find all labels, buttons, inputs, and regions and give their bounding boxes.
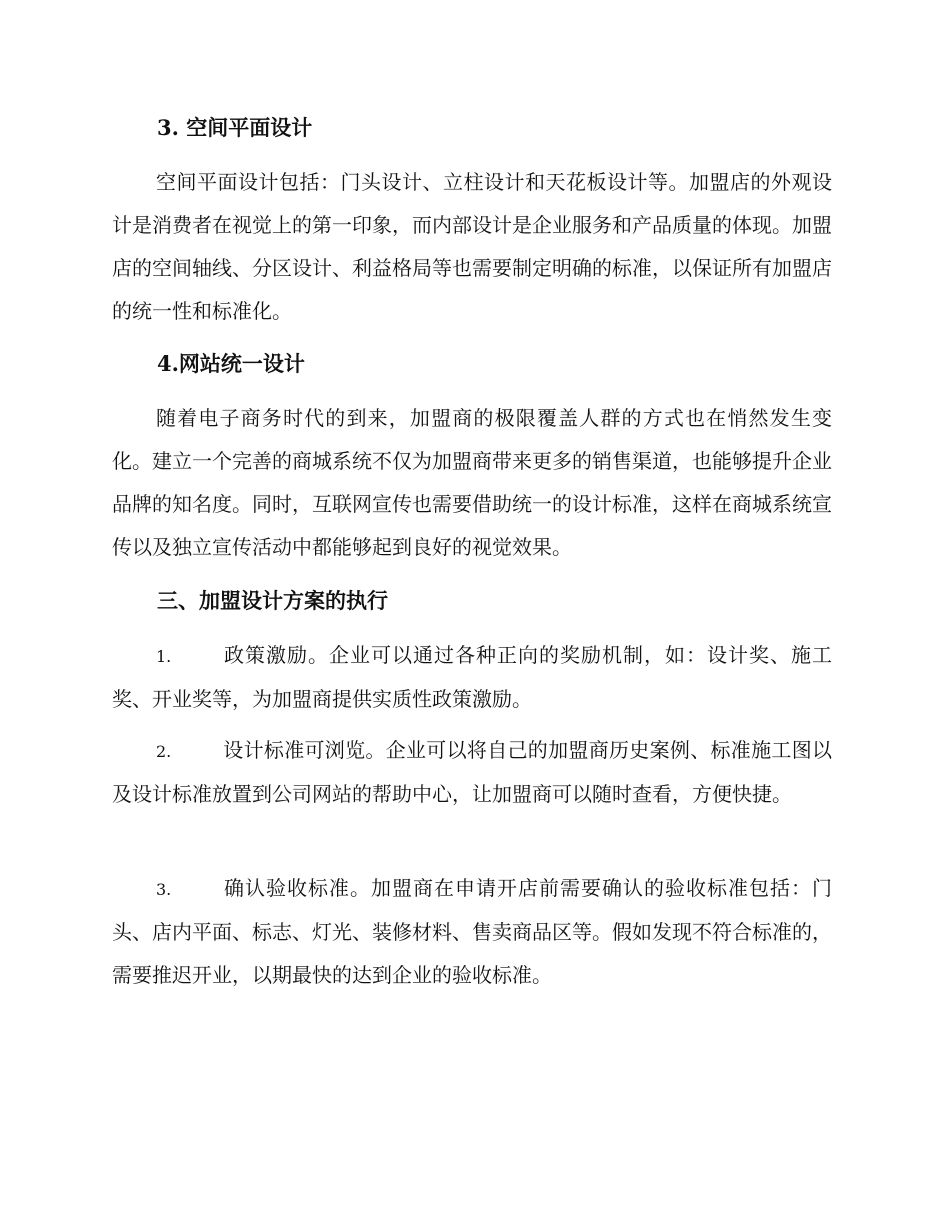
section-heading-website-design: 4.网站统一设计 [157, 351, 305, 376]
list-item-3 [112, 867, 832, 997]
paragraph-text: 随着电子商务时代的到来，加盟商的极限覆盖人群的方式也在悄然发生变化。建立一个完善的商城系统不仅为加盟商带来更多的销售渠道，也能够提升企业品牌的知名度。同时，互联网宣传也需要借助统一的设计标准，这样在商城系统宣传以及独立宣传活动中都能够起到良好的视觉效果。 [112, 406, 832, 559]
paragraph-website-design [112, 397, 832, 569]
list-text: 政策激励。企业可以通过各种正向的奖励机制，如：设计奖、施工奖、开业奖等，为加盟商提供实质性政策激励。 [112, 643, 832, 711]
list-text: 设计标准可浏览。企业可以将自己的加盟商历史案例、标准施工图以及设计标准放置到公司网站的帮助中心，让加盟商可以随时查看，方便快捷。 [112, 738, 832, 806]
list-item-1 [112, 634, 832, 721]
list-text: 确认验收标准。加盟商在申请开店前需要确认的验收标准包括：门头、店内平面、标志、灯光、装修材料、售卖商品区等。假如发现不符合标准的，需要推迟开业，以期最快的达到企业的验收标准。 [112, 876, 832, 987]
list-number: 1. [156, 647, 172, 666]
list-number: 3. [156, 880, 172, 899]
list-number: 2. [156, 742, 172, 761]
list-item-2 [112, 729, 832, 816]
paragraph-text: 空间平面设计包括：门头设计、立柱设计和天花板设计等。加盟店的外观设计是消费者在视觉上的第一印象，而内部设计是企业服务和产品质量的体现。加盟店的空间轴线、分区设计、利益格局等也需要制定明确的标准，以保证所有加盟店的统一性和标准化。 [112, 170, 832, 323]
section-heading-spatial-design: 3. 空间平面设计 [157, 115, 313, 140]
paragraph-spatial-design [112, 161, 832, 333]
section-heading-execution: 三、加盟设计方案的执行 [157, 588, 388, 613]
